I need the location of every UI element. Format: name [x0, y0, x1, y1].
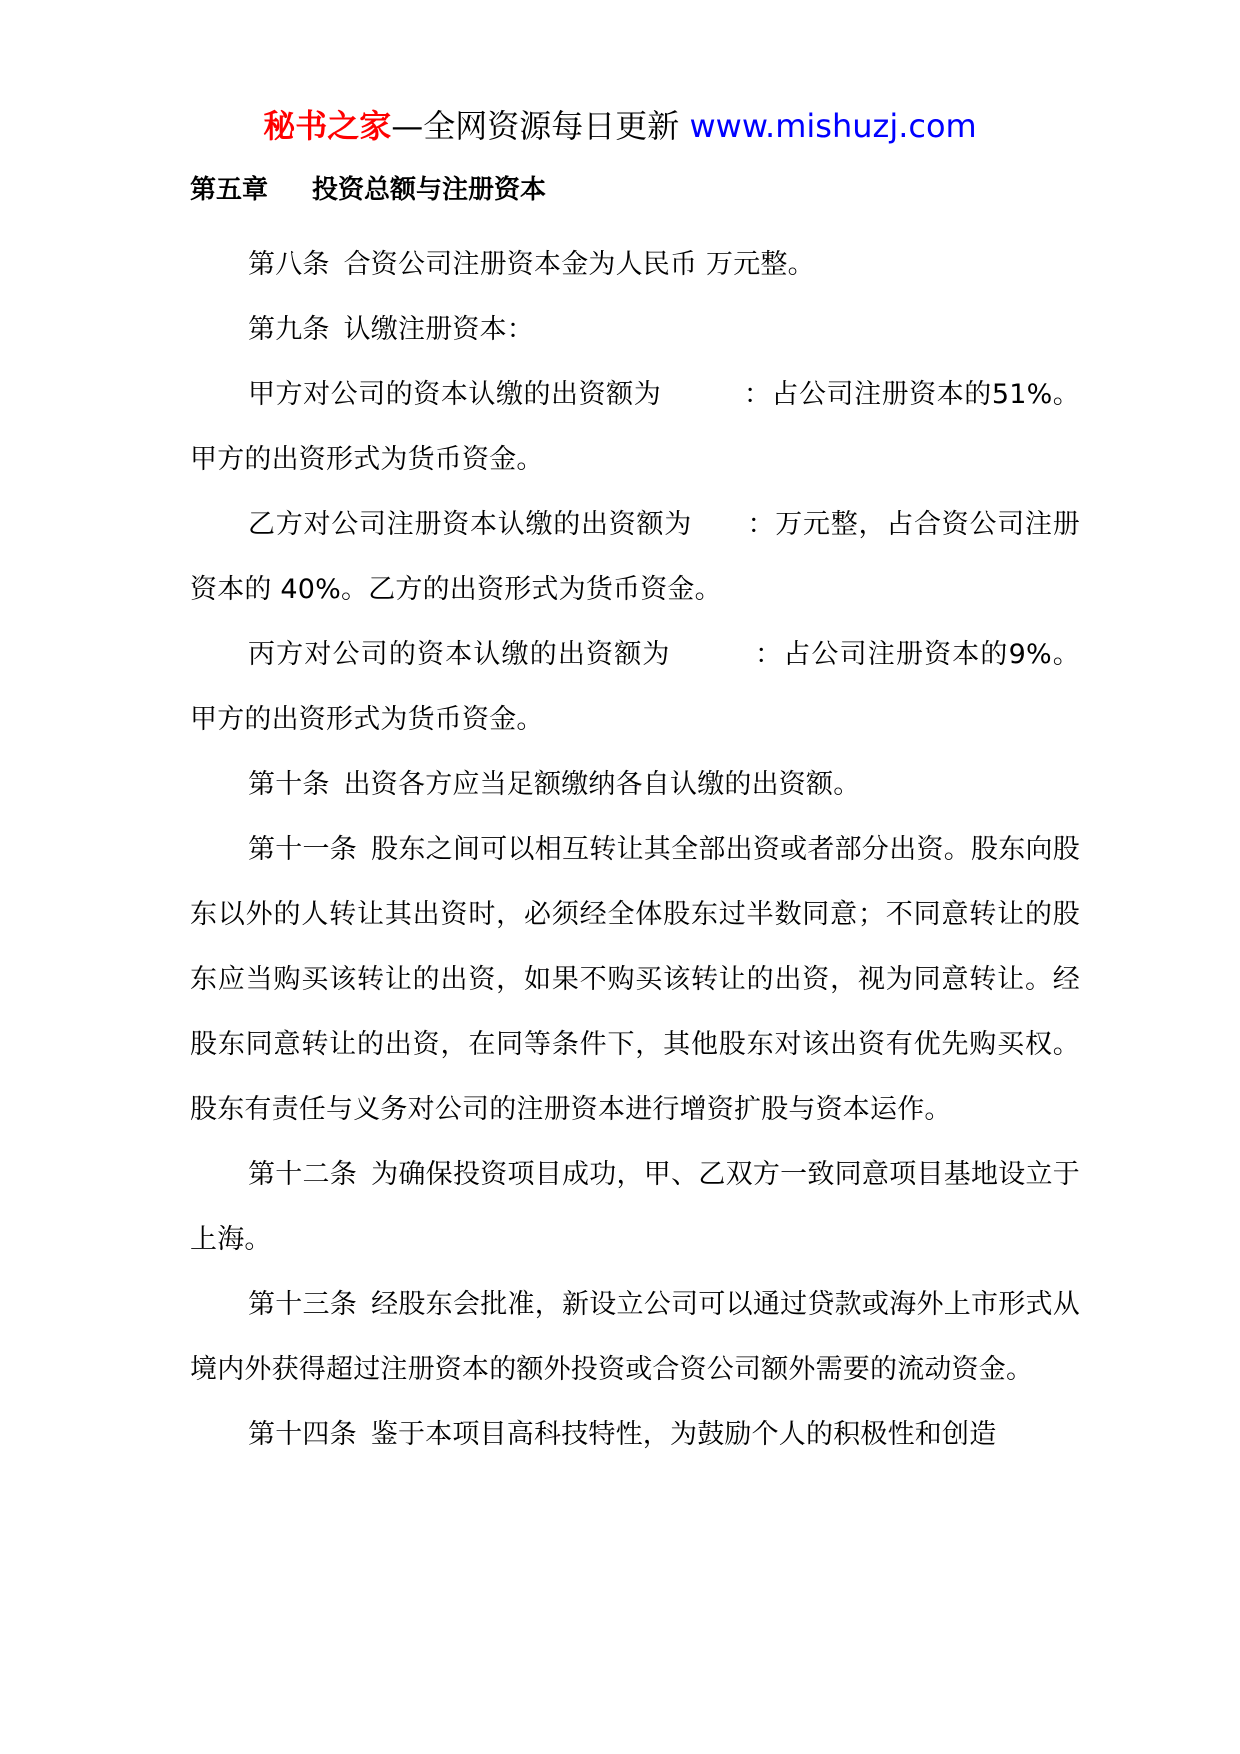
- brand-name: 秘书之家: [263, 107, 392, 145]
- article-9: [190, 297, 1080, 362]
- party-a-contribution: [190, 362, 1080, 492]
- article-text: 鉴于本项目高科技特性，为鼓励个人的积极性和创造: [370, 1419, 997, 1450]
- article-label: 第十四条: [248, 1419, 357, 1450]
- article-text: 经股东会批准，新设立公司可以通过贷款或海外上市形式从境内外获得超过注册资本的额外投资或合资公司额外需要的流动资金。: [190, 1289, 1080, 1385]
- article-label: 第十二条: [248, 1159, 358, 1190]
- article-text: 认缴注册资本：: [343, 314, 535, 345]
- article-label: 第九条: [248, 314, 330, 345]
- site-header: [0, 104, 1240, 148]
- party-b-contribution: [190, 492, 1080, 622]
- site-url-link[interactable]: www.mishuzj.com: [689, 107, 977, 145]
- article-12: [190, 1142, 1080, 1272]
- article-text: 为确保投资项目成功，甲、乙双方一致同意项目基地设立于上海。: [190, 1159, 1080, 1255]
- article-label: 第十一条: [248, 834, 358, 865]
- article-text: 丙方对公司的资本认缴的出资额为 ：占公司注册资本的9%。甲方的出资形式为货币资金。: [190, 639, 1080, 735]
- article-label: 第十条: [248, 769, 330, 800]
- chapter-title: 投资总额与注册资本: [312, 175, 547, 205]
- chapter-heading: [190, 168, 1080, 212]
- document-body: [190, 168, 1080, 1467]
- article-text: 甲方对公司的资本认缴的出资额为 ：占公司注册资本的51%。甲方的出资形式为货币资金。: [190, 379, 1080, 475]
- article-label: 第八条: [248, 249, 330, 280]
- article-10: [190, 752, 1080, 817]
- article-text: 出资各方应当足额缴纳各自认缴的出资额。: [343, 769, 861, 800]
- article-text: 合资公司注册资本金为人民币 万元整。: [343, 249, 815, 280]
- party-c-contribution: [190, 622, 1080, 752]
- article-text: 乙方对公司注册资本认缴的出资额为 ：万元整，占合资公司注册资本的 40%。乙方的出资形式为货币资金。: [190, 509, 1080, 605]
- chapter-number: 第五章: [190, 175, 269, 205]
- article-8: [190, 232, 1080, 297]
- header-slogan: —全网资源每日更新: [391, 107, 690, 145]
- article-13: [190, 1272, 1080, 1402]
- article-text: 股东之间可以相互转让其全部出资或者部分出资。股东向股东以外的人转让其出资时，必须经全体股东过半数同意；不同意转让的股东应当购买该转让的出资，如果不购买该转让的出资，视为同意转让。经股东同意转让的出资，在同等条件下，其他股东对该出资有优先购买权。股东有责任与义务对公司的注册资本进行增资扩股与资本运作。: [190, 834, 1080, 1125]
- article-label: 第十三条: [248, 1289, 358, 1320]
- article-14: [190, 1402, 1080, 1467]
- article-11: [190, 817, 1080, 1142]
